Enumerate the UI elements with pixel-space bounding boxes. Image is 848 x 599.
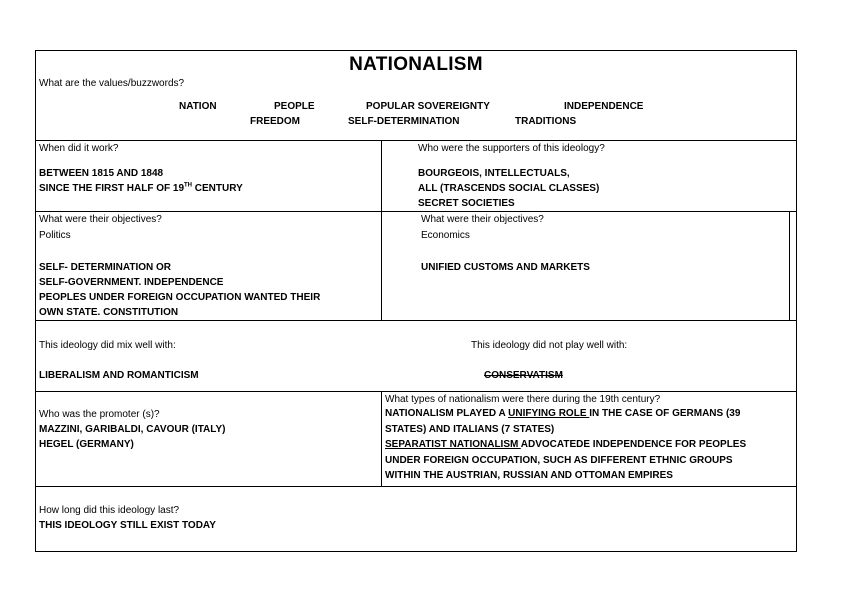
when-question: When did it work? <box>39 143 119 154</box>
promoter-answer-2: HEGEL (GERMANY) <box>39 439 134 450</box>
types-answer-3: SEPARATIST NATIONALISM ADVOCATEDE INDEPENDENCE FOR PEOPLES <box>385 439 747 450</box>
when-answer-1: BETWEEN 1815 AND 1848 <box>39 168 164 179</box>
when-answer-2: SINCE THE FIRST HALF OF 19TH CENTURY <box>39 182 243 194</box>
value-self-determination: SELF-DETERMINATION <box>348 116 460 127</box>
objectives-politics-section <box>35 211 382 321</box>
supporters-question: Who were the supporters of this ideology? <box>418 143 605 154</box>
objectives-politics-answer-3: PEOPLES UNDER FOREIGN OCCUPATION WANTED THEIR <box>39 292 321 303</box>
value-nation: NATION <box>179 101 217 112</box>
promoter-answer-1: MAZZINI, GARIBALDI, CAVOUR (ITALY) <box>39 424 226 435</box>
value-independence: INDEPENDENCE <box>564 101 644 112</box>
values-section <box>35 50 797 141</box>
economics-inner-border <box>789 212 790 320</box>
supporters-answer-2: ALL (TRASCENDS SOCIAL CLASSES) <box>418 183 600 194</box>
objectives-economics-answer: UNIFIED CUSTOMS AND MARKETS <box>421 262 590 273</box>
objectives-politics-question: What were their objectives? <box>39 214 162 225</box>
promoter-section <box>35 391 382 487</box>
types-section <box>381 391 797 487</box>
promoter-question: Who was the promoter (s)? <box>39 409 160 420</box>
types-answer-2: STATES) AND ITALIANS (7 STATES) <box>385 424 555 435</box>
value-people: PEOPLE <box>274 101 315 112</box>
value-popular-sovereignty: POPULAR SOVEREIGNTY <box>366 101 490 112</box>
objectives-politics-label: Politics <box>39 230 71 241</box>
mix-good-question: This ideology did mix well with: <box>39 340 176 351</box>
values-question: What are the values/buzzwords? <box>39 78 185 89</box>
objectives-politics-answer-2: SELF-GOVERNMENT. INDEPENDENCE <box>39 277 224 288</box>
value-freedom: FREEDOM <box>250 116 300 127</box>
objectives-economics-question: What were their objectives? <box>421 214 544 225</box>
duration-question: How long did this ideology last? <box>39 505 180 516</box>
page-title: NATIONALISM <box>349 54 483 75</box>
nationalism-worksheet <box>35 50 797 552</box>
duration-section <box>35 486 797 552</box>
supporters-section <box>381 140 797 212</box>
objectives-economics-section <box>381 211 797 321</box>
mix-good-answer: LIBERALISM AND ROMANTICISM <box>39 370 199 381</box>
when-section <box>35 140 382 212</box>
objectives-politics-answer-4: OWN STATE. CONSTITUTION <box>39 307 179 318</box>
objectives-economics-label: Economics <box>421 230 470 241</box>
objectives-politics-answer-1: SELF- DETERMINATION OR <box>39 262 172 273</box>
types-answer-5: WITHIN THE AUSTRIAN, RUSSIAN AND OTTOMAN EMPIRES <box>385 470 673 481</box>
supporters-answer-3: SECRET SOCIETIES <box>418 198 515 209</box>
types-answer-4: UNDER FOREIGN OCCUPATION, SUCH AS DIFFERENT ETHNIC GROUPS <box>385 455 733 466</box>
duration-answer: THIS IDEOLOGY STILL EXIST TODAY <box>39 520 216 531</box>
mix-section <box>35 320 797 392</box>
types-answer-1: NATIONALISM PLAYED A UNIFYING ROLE IN THE CASE OF GERMANS (39 <box>385 408 741 419</box>
value-traditions: TRADITIONS <box>515 116 577 127</box>
mix-bad-question: This ideology did not play well with: <box>471 340 628 351</box>
types-question: What types of nationalism were there during the 19th century? <box>385 394 661 405</box>
mix-bad-answer: CONSERVATISM <box>484 370 563 381</box>
supporters-answer-1: BOURGEOIS, INTELLECTUALS, <box>418 168 570 179</box>
